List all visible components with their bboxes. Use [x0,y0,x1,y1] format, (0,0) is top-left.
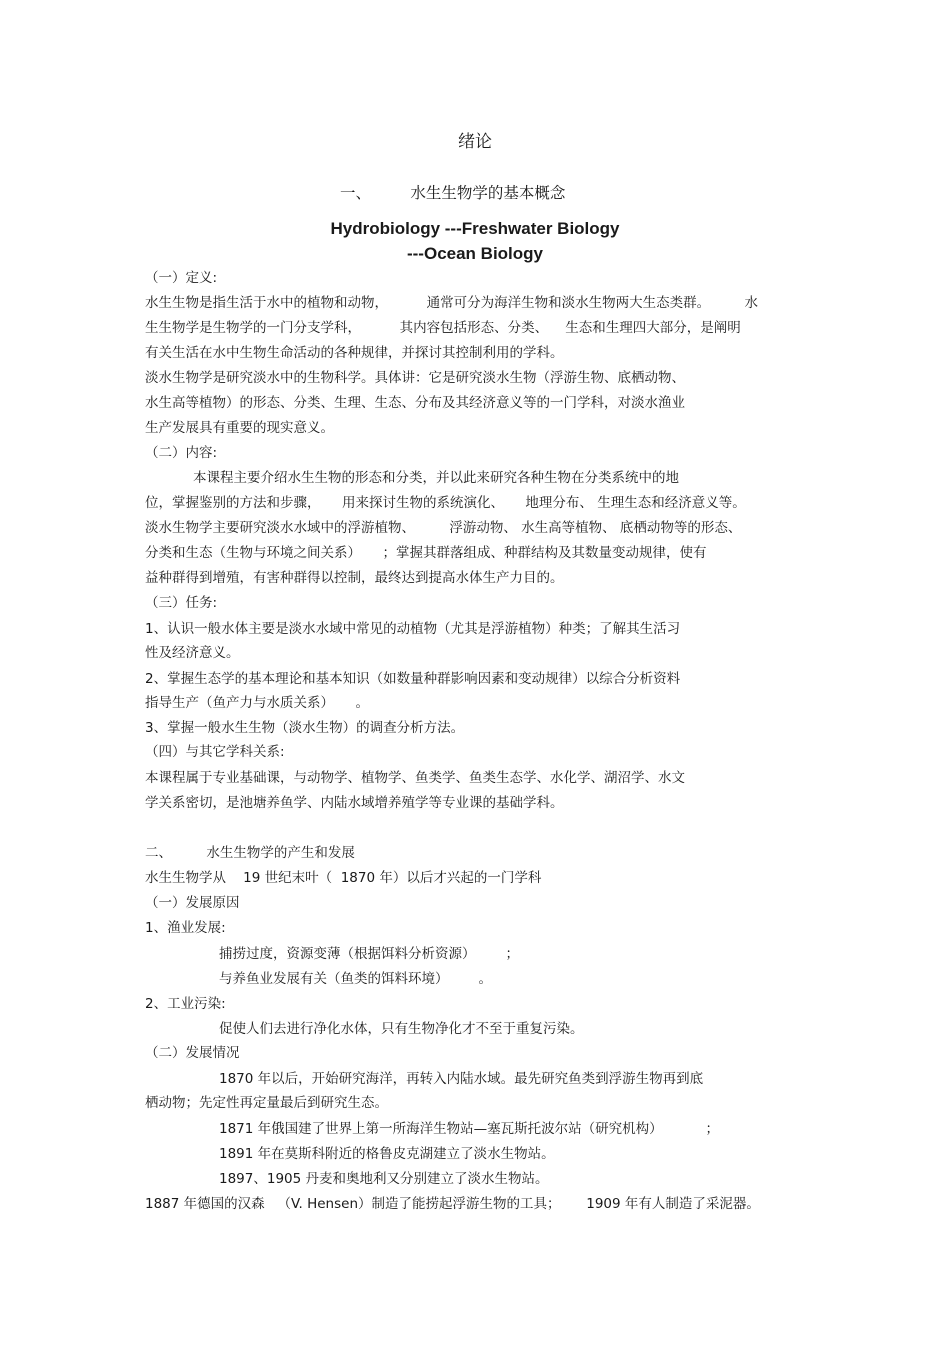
subsection-label: （三）任务: [145,595,218,611]
english-subtitle: Hydrobiology ---Freshwater Biology [330,219,620,238]
list-item: 指导生产（鱼产力与水质关系） 。 [145,695,369,711]
list-item: 3、掌握一般水生生物（淡水生物）的调查分析方法。 [145,720,465,736]
paragraph-line: 1871 年俄国建了世界上第一所海洋生物站—塞瓦斯托波尔站（研究机构） ； [219,1121,720,1137]
paragraph-line: 益种群得到增殖，有害种群得以控制，最终达到提高水体生产力目的。 [145,570,564,586]
paragraph-line: 1897、1905 丹麦和奥地利又分别建立了淡水生物站。 [219,1171,549,1187]
paragraph-line: 水生生物学从 19 世纪末叶（ 1870 年）以后才兴起的一门学科 [145,870,542,886]
section-heading: 二、 水生生物学的产生和发展 [145,845,355,861]
paragraph-line: 1870 年以后，开始研究海洋，再转入内陆水域。最先研究鱼类到浮游生物再到底 [219,1071,704,1087]
paragraph-line: 1891 年在莫斯科附近的格鲁皮克湖建立了淡水生物站。 [219,1146,555,1162]
paragraph-line: 本课程属于专业基础课，与动物学、植物学、鱼类学、鱼类生态学、水化学、湖沼学、水文 [145,770,685,786]
list-item: 2、掌握生态学的基本理论和基本知识（如数量种群影响因素和变动规律）以综合分析资料 [145,671,681,687]
section-heading: 一、 水生生物学的基本概念 [340,184,566,202]
paragraph-line: 淡水生物学主要研究淡水水域中的浮游植物、 浮游动物、 水生高等植物、 底栖动物等的形态、 [145,520,742,536]
list-item: 与养鱼业发展有关（鱼类的饵料环境） 。 [219,971,493,987]
list-item: 性及经济意义。 [145,645,240,661]
subsection-label: （二）发展情况 [145,1045,240,1061]
paragraph-line: 生产发展具有重要的现实意义。 [145,420,334,436]
subsection-label: （一）发展原因 [145,895,240,911]
paragraph-line: 淡水生物学是研究淡水中的生物科学。具体讲：它是研究淡水生物（浮游生物、底栖动物、 [145,370,685,386]
list-item: 捕捞过度，资源变薄（根据饵料分析资源） ； [219,946,520,962]
paragraph-line: 栖动物；先定性再定量最后到研究生态。 [145,1095,388,1111]
list-item: 1、认识一般水体主要是淡水水域中常见的动植物（尤其是浮游植物）种类；了解其生活习 [145,621,681,637]
paragraph-line: 1887 年德国的汉森 （V. Hensen）制造了能捞起浮游生物的工具； 1909 年有人制造了采泥器。 [145,1196,760,1212]
page-title: 绪论 [458,132,492,152]
list-item: 促使人们去进行净化水体，只有生物净化才不至于重复污染。 [219,1021,584,1037]
paragraph-line: 水生高等植物）的形态、分类、生理、生态、分布及其经济意义等的一门学科，对淡水渔业 [145,395,685,411]
paragraph-line: 学关系密切，是池塘养鱼学、内陆水域增养殖学等专业课的基础学科。 [145,795,564,811]
subsection-label: （四）与其它学科关系: [145,744,285,760]
paragraph-line: 水生生物是指生活于水中的植物和动物， 通常可分为海洋生物和淡水生物两大生态类群。 水 [145,295,758,311]
english-subtitle: ---Ocean Biology [406,244,543,263]
subsection-label: （二）内容: [145,445,218,461]
subsection-label: （一）定义: [145,270,218,286]
paragraph-line: 分类和生态（生物与环境之间关系） ；掌握其群落组成、种群结构及其数量变动规律，使有 [145,545,707,561]
list-item: 2、工业污染: [145,996,226,1012]
paragraph-line: 位，掌握鉴别的方法和步骤， 用来探讨生物的系统演化、 地理分布、 生理生态和经济意义等。 [145,495,746,511]
list-item: 1、渔业发展: [145,920,226,936]
paragraph-line: 本课程主要介绍水生生物的形态和分类，并以此来研究各种生物在分类系统中的地 [193,470,679,486]
paragraph-line: 生生物学是生物学的一门分支学科， 其内容包括形态、分类、 生态和生理四大部分，是阐明 [145,320,741,336]
paragraph-line: 有关生活在水中生物生命活动的各种规律，并探讨其控制利用的学科。 [145,345,564,361]
